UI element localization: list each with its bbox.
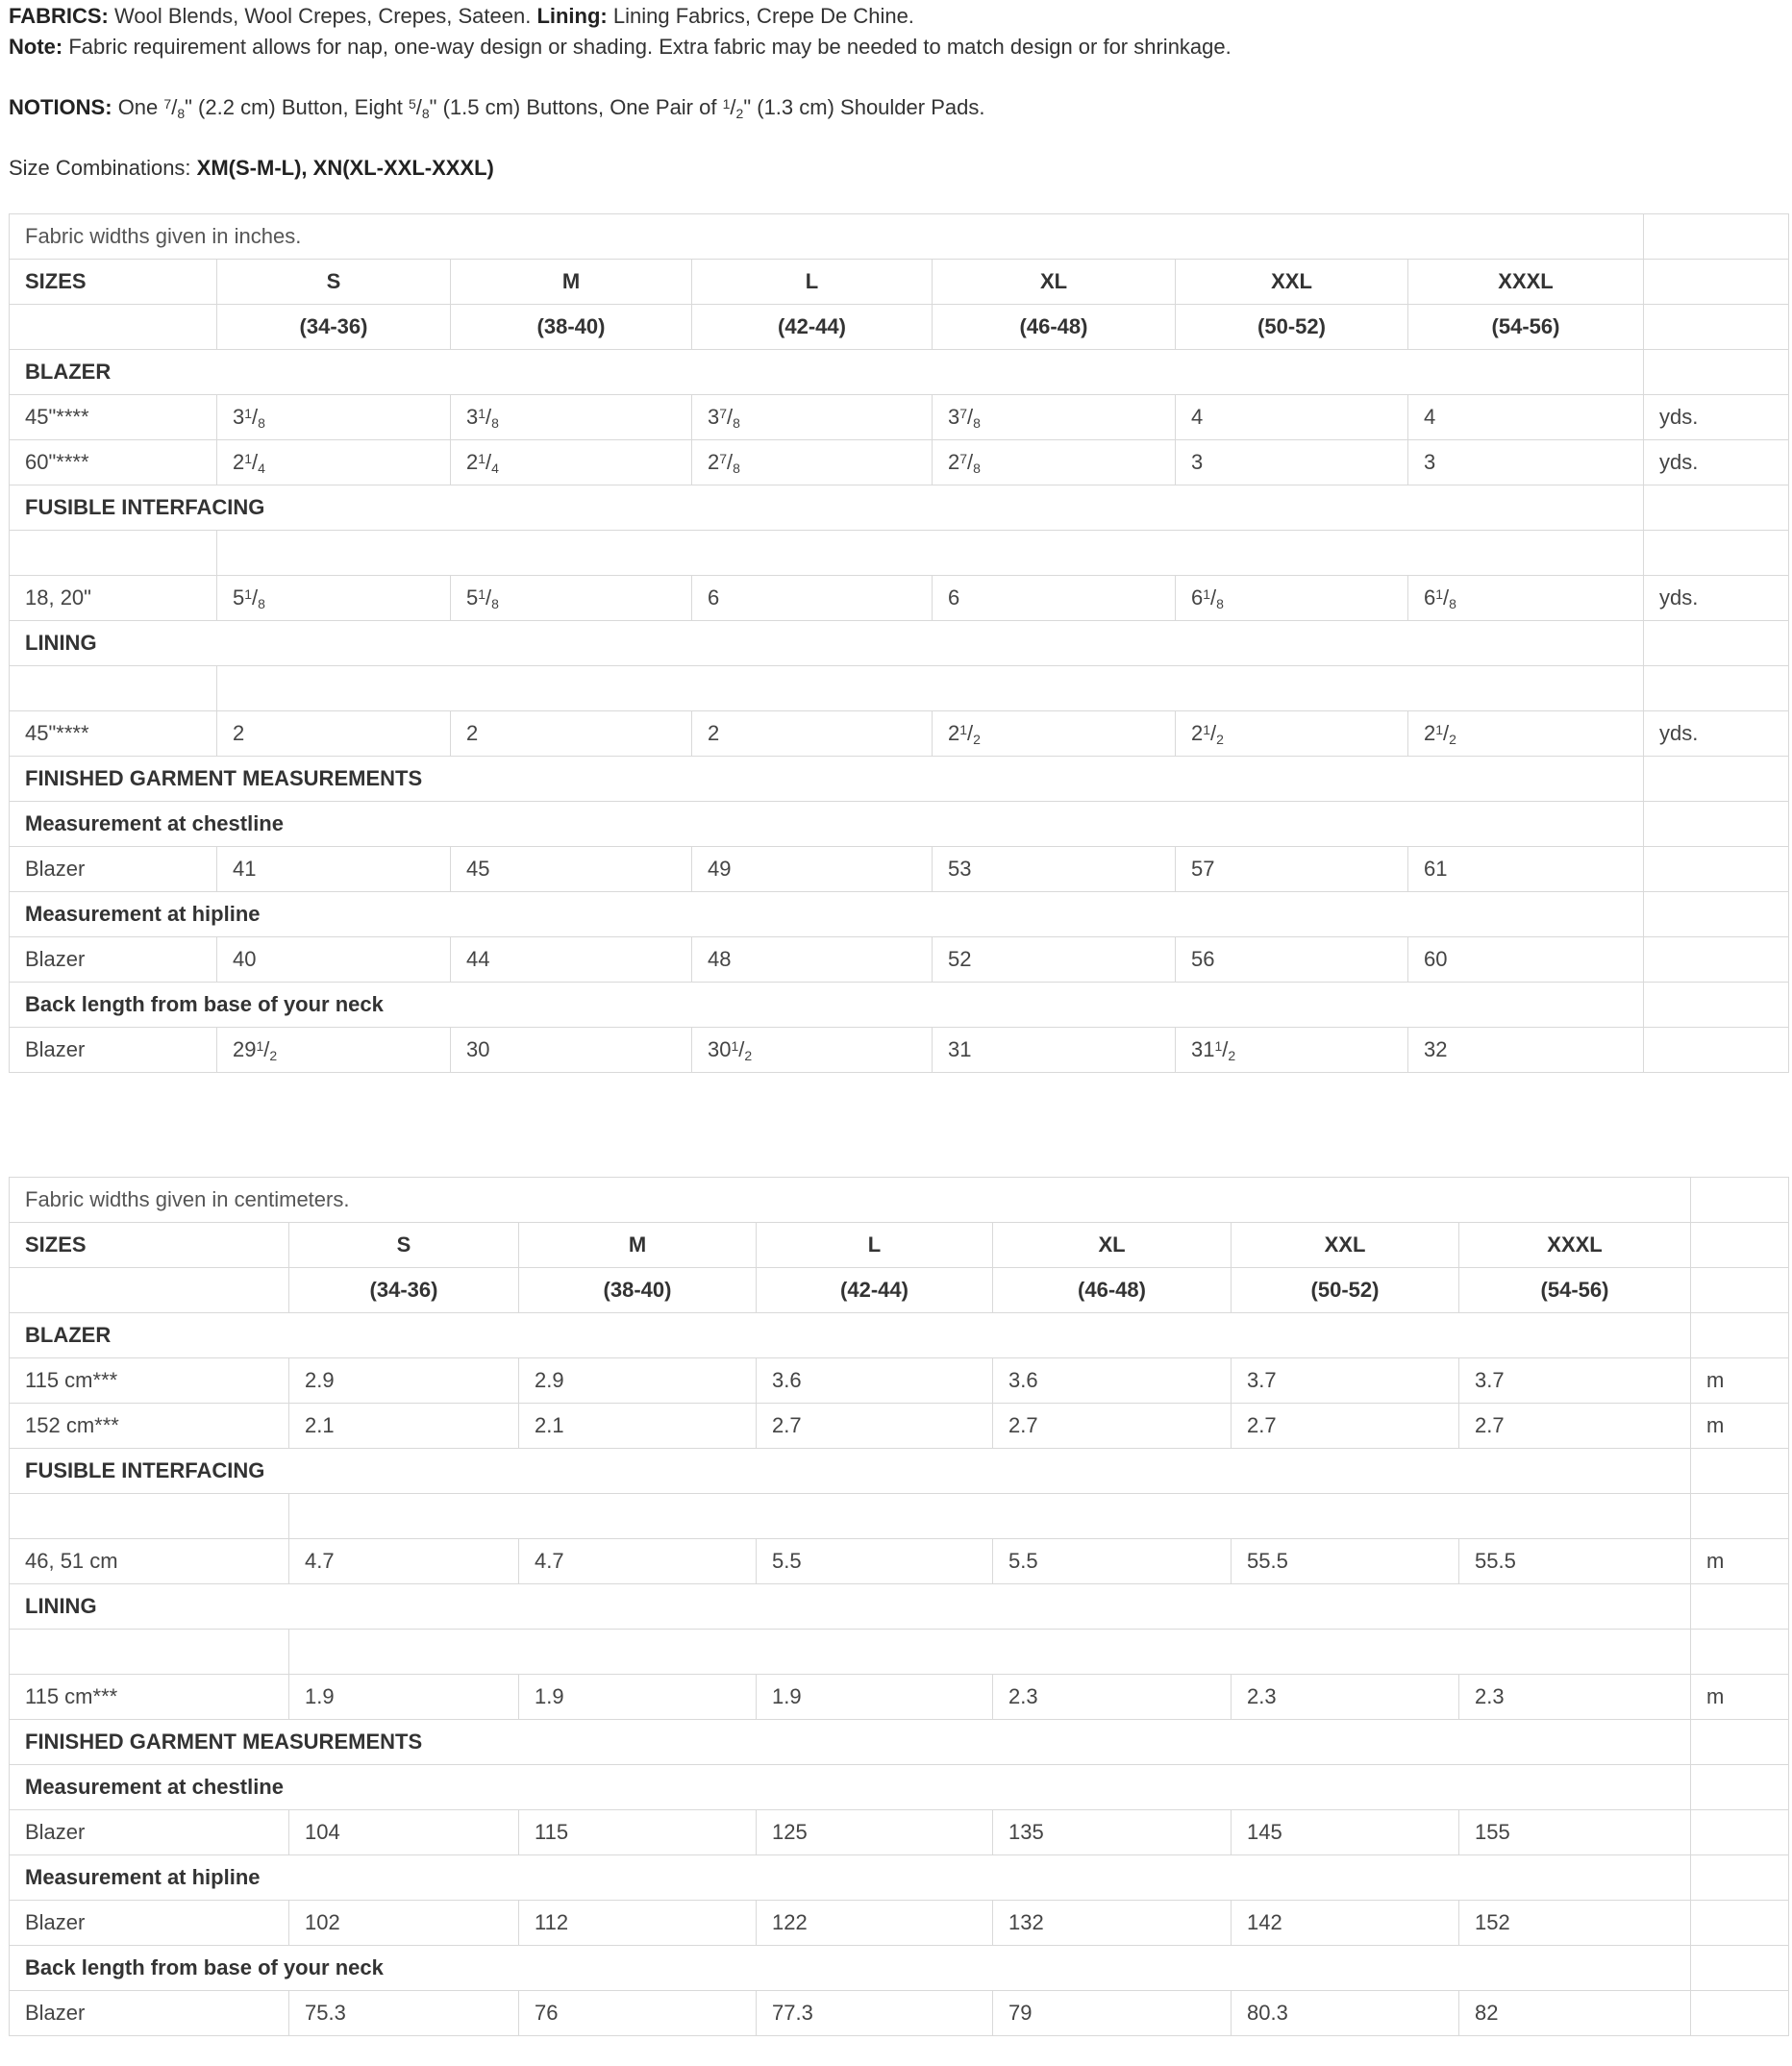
lining-yardage-row bbox=[10, 1675, 1789, 1720]
value-cell: $2^1/_2$ bbox=[1176, 711, 1408, 757]
unit-cell: yds. bbox=[1644, 711, 1789, 757]
value-cell: 55.5 bbox=[1232, 1539, 1459, 1584]
hipline-heading-row bbox=[10, 892, 1789, 937]
blazer-yardage-row bbox=[10, 1358, 1789, 1404]
value-cell: 61 bbox=[1408, 847, 1644, 892]
row-label: 152 cm*** bbox=[10, 1404, 289, 1449]
value-cell: $2^1/_2$ bbox=[1408, 711, 1644, 757]
value-cell: 122 bbox=[757, 1901, 993, 1946]
row-label: 45"**** bbox=[10, 711, 217, 757]
blazer-yardage-row bbox=[10, 440, 1789, 485]
value-cell: 31 bbox=[933, 1028, 1176, 1073]
value-cell: 2.1 bbox=[519, 1404, 757, 1449]
sizes-label: SIZES bbox=[10, 1223, 289, 1268]
value-cell: $5^1/_8$ bbox=[451, 576, 692, 621]
hipline-heading: Measurement at hipline bbox=[10, 892, 1644, 937]
size-range: (42-44) bbox=[757, 1268, 993, 1313]
size-header: L bbox=[757, 1223, 993, 1268]
finished-heading: FINISHED GARMENT MEASUREMENTS bbox=[10, 1720, 1691, 1765]
value-cell: 4 bbox=[1408, 395, 1644, 440]
hipline-row bbox=[10, 937, 1789, 983]
value-cell: 60 bbox=[1408, 937, 1644, 983]
value-cell: 53 bbox=[933, 847, 1176, 892]
value-cell: 3.6 bbox=[757, 1358, 993, 1404]
blazer-heading-row bbox=[10, 1313, 1789, 1358]
table-caption-row bbox=[10, 214, 1789, 260]
size-ranges-row bbox=[10, 305, 1789, 350]
value-cell: 3.7 bbox=[1232, 1358, 1459, 1404]
unit-cell: m bbox=[1691, 1539, 1789, 1584]
fusible-heading: FUSIBLE INTERFACING bbox=[10, 1449, 1691, 1494]
sizes-label: SIZES bbox=[10, 260, 217, 305]
value-cell: 77.3 bbox=[757, 1991, 993, 2036]
value-cell: $6^1/_8$ bbox=[1408, 576, 1644, 621]
size-ranges-row bbox=[10, 1268, 1789, 1313]
value-cell: 44 bbox=[451, 937, 692, 983]
value-cell: $2^7/_8$ bbox=[933, 440, 1176, 485]
size-range: (38-40) bbox=[519, 1268, 757, 1313]
value-cell: 2.7 bbox=[1232, 1404, 1459, 1449]
hipline-heading: Measurement at hipline bbox=[10, 1855, 1691, 1901]
value-cell: 2.7 bbox=[757, 1404, 993, 1449]
value-cell: 2 bbox=[217, 711, 451, 757]
value-cell: 2.9 bbox=[289, 1358, 519, 1404]
hipline-row bbox=[10, 1901, 1789, 1946]
value-cell: 4 bbox=[1176, 395, 1408, 440]
value-cell: 115 bbox=[519, 1810, 757, 1855]
row-label: Blazer bbox=[10, 847, 217, 892]
value-cell: 76 bbox=[519, 1991, 757, 2036]
value-cell: 2.3 bbox=[1232, 1675, 1459, 1720]
value-cell: 3 bbox=[1176, 440, 1408, 485]
lining-label: Lining: bbox=[536, 4, 608, 28]
size-header: XXL bbox=[1232, 1223, 1459, 1268]
value-cell: 56 bbox=[1176, 937, 1408, 983]
value-cell: 2 bbox=[692, 711, 933, 757]
back-length-row bbox=[10, 1991, 1789, 2036]
value-cell: $5^1/_8$ bbox=[217, 576, 451, 621]
chestline-heading-row bbox=[10, 802, 1789, 847]
fusible-heading: FUSIBLE INTERFACING bbox=[10, 485, 1644, 531]
value-cell: 80.3 bbox=[1232, 1991, 1459, 2036]
value-cell: $3^7/_8$ bbox=[933, 395, 1176, 440]
value-cell: 40 bbox=[217, 937, 451, 983]
value-cell: 152 bbox=[1459, 1901, 1691, 1946]
unit-cell: yds. bbox=[1644, 395, 1789, 440]
value-cell: $31^1/_2$ bbox=[1176, 1028, 1408, 1073]
value-cell: 45 bbox=[451, 847, 692, 892]
value-cell: 82 bbox=[1459, 1991, 1691, 2036]
lining-heading-row bbox=[10, 1584, 1789, 1630]
note-line bbox=[9, 35, 1232, 60]
lining-heading: LINING bbox=[10, 621, 1644, 666]
value-cell: 6 bbox=[692, 576, 933, 621]
unit-cell: yds. bbox=[1644, 576, 1789, 621]
size-range: (46-48) bbox=[993, 1268, 1232, 1313]
blazer-heading-row bbox=[10, 350, 1789, 395]
row-label: Blazer bbox=[10, 1991, 289, 2036]
back-length-heading: Back length from base of your neck bbox=[10, 983, 1644, 1028]
row-label: 115 cm*** bbox=[10, 1675, 289, 1720]
value-cell: $2^1/_2$ bbox=[933, 711, 1176, 757]
fabrics-text: Wool Blends, Wool Crepes, Crepes, Sateen. bbox=[114, 4, 532, 28]
row-label: Blazer bbox=[10, 937, 217, 983]
size-range: (42-44) bbox=[692, 305, 933, 350]
size-range: (38-40) bbox=[451, 305, 692, 350]
back-length-row bbox=[10, 1028, 1789, 1073]
chestline-heading: Measurement at chestline bbox=[10, 1765, 1691, 1810]
notions-line bbox=[9, 95, 984, 120]
blazer-heading: BLAZER bbox=[10, 1313, 1691, 1358]
value-cell: 145 bbox=[1232, 1810, 1459, 1855]
size-range: (54-56) bbox=[1408, 305, 1644, 350]
unit-cell: m bbox=[1691, 1404, 1789, 1449]
blazer-yardage-row bbox=[10, 395, 1789, 440]
row-label: Blazer bbox=[10, 1028, 217, 1073]
centimeters-table bbox=[9, 1177, 1789, 2036]
row-label: 60"**** bbox=[10, 440, 217, 485]
value-cell: $2^1/_4$ bbox=[217, 440, 451, 485]
value-cell: 4.7 bbox=[289, 1539, 519, 1584]
size-range: (50-52) bbox=[1176, 305, 1408, 350]
row-label: Blazer bbox=[10, 1810, 289, 1855]
size-header: M bbox=[451, 260, 692, 305]
empty-row bbox=[10, 1494, 1789, 1539]
value-cell: 3.7 bbox=[1459, 1358, 1691, 1404]
chestline-heading-row bbox=[10, 1765, 1789, 1810]
fusible-yardage-row bbox=[10, 1539, 1789, 1584]
note-text: Fabric requirement allows for nap, one-way design or shading. Extra fabric may be needed to match design or for shrinkage. bbox=[68, 35, 1232, 59]
size-header: XXXL bbox=[1459, 1223, 1691, 1268]
chestline-heading: Measurement at chestline bbox=[10, 802, 1644, 847]
size-header: XL bbox=[993, 1223, 1232, 1268]
value-cell: 1.9 bbox=[757, 1675, 993, 1720]
row-label: 46, 51 cm bbox=[10, 1539, 289, 1584]
value-cell: 3.6 bbox=[993, 1358, 1232, 1404]
size-range: (34-36) bbox=[217, 305, 451, 350]
value-cell: 112 bbox=[519, 1901, 757, 1946]
value-cell: $2^1/_4$ bbox=[451, 440, 692, 485]
size-range: (34-36) bbox=[289, 1268, 519, 1313]
value-cell: 79 bbox=[993, 1991, 1232, 2036]
lining-heading-row bbox=[10, 621, 1789, 666]
value-cell: 57 bbox=[1176, 847, 1408, 892]
size-header: M bbox=[519, 1223, 757, 1268]
value-cell: 102 bbox=[289, 1901, 519, 1946]
table-caption: Fabric widths given in centimeters. bbox=[10, 1178, 1691, 1223]
notions-text: One $^7/_8$" (2.2 cm) Button, Eight $^5/_8$" (1.5 cm) Buttons, One Pair of $^1/_2$" (1.3 cm) Shoulder Pads. bbox=[117, 95, 985, 121]
unit-cell: m bbox=[1691, 1675, 1789, 1720]
value-cell: 135 bbox=[993, 1810, 1232, 1855]
value-cell: 132 bbox=[993, 1901, 1232, 1946]
size-range: (54-56) bbox=[1459, 1268, 1691, 1313]
row-label: Blazer bbox=[10, 1901, 289, 1946]
table-caption-row bbox=[10, 1178, 1789, 1223]
lining-yardage-row bbox=[10, 711, 1789, 757]
value-cell: 49 bbox=[692, 847, 933, 892]
notions-label: NOTIONS: bbox=[9, 95, 112, 119]
value-cell: 5.5 bbox=[757, 1539, 993, 1584]
blazer-heading: BLAZER bbox=[10, 350, 1644, 395]
value-cell: 155 bbox=[1459, 1810, 1691, 1855]
value-cell: 55.5 bbox=[1459, 1539, 1691, 1584]
size-combinations-line bbox=[9, 156, 494, 181]
value-cell: $30^1/_2$ bbox=[692, 1028, 933, 1073]
value-cell: 2 bbox=[451, 711, 692, 757]
value-cell: 2.1 bbox=[289, 1404, 519, 1449]
value-cell: 125 bbox=[757, 1810, 993, 1855]
size-header: S bbox=[289, 1223, 519, 1268]
value-cell: 75.3 bbox=[289, 1991, 519, 2036]
size-combinations-text: XM(S-M-L), XN(XL-XXL-XXXL) bbox=[196, 156, 494, 180]
fusible-yardage-row bbox=[10, 576, 1789, 621]
fusible-heading-row bbox=[10, 485, 1789, 531]
size-header: XL bbox=[933, 260, 1176, 305]
value-cell: $6^1/_8$ bbox=[1176, 576, 1408, 621]
value-cell: 30 bbox=[451, 1028, 692, 1073]
value-cell: $29^1/_2$ bbox=[217, 1028, 451, 1073]
sizes-header-row bbox=[10, 1223, 1789, 1268]
size-header: XXXL bbox=[1408, 260, 1644, 305]
back-length-heading: Back length from base of your neck bbox=[10, 1946, 1691, 1991]
value-cell: 2.3 bbox=[1459, 1675, 1691, 1720]
hipline-heading-row bbox=[10, 1855, 1789, 1901]
sizes-header-row bbox=[10, 260, 1789, 305]
size-combinations-label: Size Combinations: bbox=[9, 156, 191, 180]
value-cell: 3 bbox=[1408, 440, 1644, 485]
lining-text: Lining Fabrics, Crepe De Chine. bbox=[612, 4, 914, 28]
value-cell: 32 bbox=[1408, 1028, 1644, 1073]
size-header: XXL bbox=[1176, 260, 1408, 305]
row-label: 18, 20" bbox=[10, 576, 217, 621]
value-cell: $3^7/_8$ bbox=[692, 395, 933, 440]
back-length-heading-row bbox=[10, 983, 1789, 1028]
value-cell: 1.9 bbox=[519, 1675, 757, 1720]
blazer-yardage-row bbox=[10, 1404, 1789, 1449]
finished-heading: FINISHED GARMENT MEASUREMENTS bbox=[10, 757, 1644, 802]
note-label: Note: bbox=[9, 35, 63, 59]
finished-heading-row bbox=[10, 1720, 1789, 1765]
value-cell: $3^1/_8$ bbox=[217, 395, 451, 440]
value-cell: 104 bbox=[289, 1810, 519, 1855]
empty-row bbox=[10, 531, 1789, 576]
value-cell: 2.7 bbox=[993, 1404, 1232, 1449]
value-cell: 142 bbox=[1232, 1901, 1459, 1946]
chestline-row bbox=[10, 847, 1789, 892]
size-header: L bbox=[692, 260, 933, 305]
back-length-heading-row bbox=[10, 1946, 1789, 1991]
size-range: (50-52) bbox=[1232, 1268, 1459, 1313]
value-cell: 2.9 bbox=[519, 1358, 757, 1404]
value-cell: 41 bbox=[217, 847, 451, 892]
size-header: S bbox=[217, 260, 451, 305]
unit-cell: m bbox=[1691, 1358, 1789, 1404]
value-cell: 2.3 bbox=[993, 1675, 1232, 1720]
value-cell: 4.7 bbox=[519, 1539, 757, 1584]
value-cell: 5.5 bbox=[993, 1539, 1232, 1584]
table-caption: Fabric widths given in inches. bbox=[10, 214, 1644, 260]
fusible-heading-row bbox=[10, 1449, 1789, 1494]
empty-row bbox=[10, 666, 1789, 711]
value-cell: 48 bbox=[692, 937, 933, 983]
row-label: 45"**** bbox=[10, 395, 217, 440]
unit-cell: yds. bbox=[1644, 440, 1789, 485]
value-cell: 6 bbox=[933, 576, 1176, 621]
finished-heading-row bbox=[10, 757, 1789, 802]
inches-table bbox=[9, 213, 1789, 1073]
fabrics-label: FABRICS: bbox=[9, 4, 109, 28]
value-cell: 2.7 bbox=[1459, 1404, 1691, 1449]
value-cell: 52 bbox=[933, 937, 1176, 983]
lining-heading: LINING bbox=[10, 1584, 1691, 1630]
value-cell: $3^1/_8$ bbox=[451, 395, 692, 440]
value-cell: 1.9 bbox=[289, 1675, 519, 1720]
fabrics-line bbox=[9, 4, 914, 29]
empty-row bbox=[10, 1630, 1789, 1675]
chestline-row bbox=[10, 1810, 1789, 1855]
value-cell: $2^7/_8$ bbox=[692, 440, 933, 485]
size-range: (46-48) bbox=[933, 305, 1176, 350]
row-label: 115 cm*** bbox=[10, 1358, 289, 1404]
